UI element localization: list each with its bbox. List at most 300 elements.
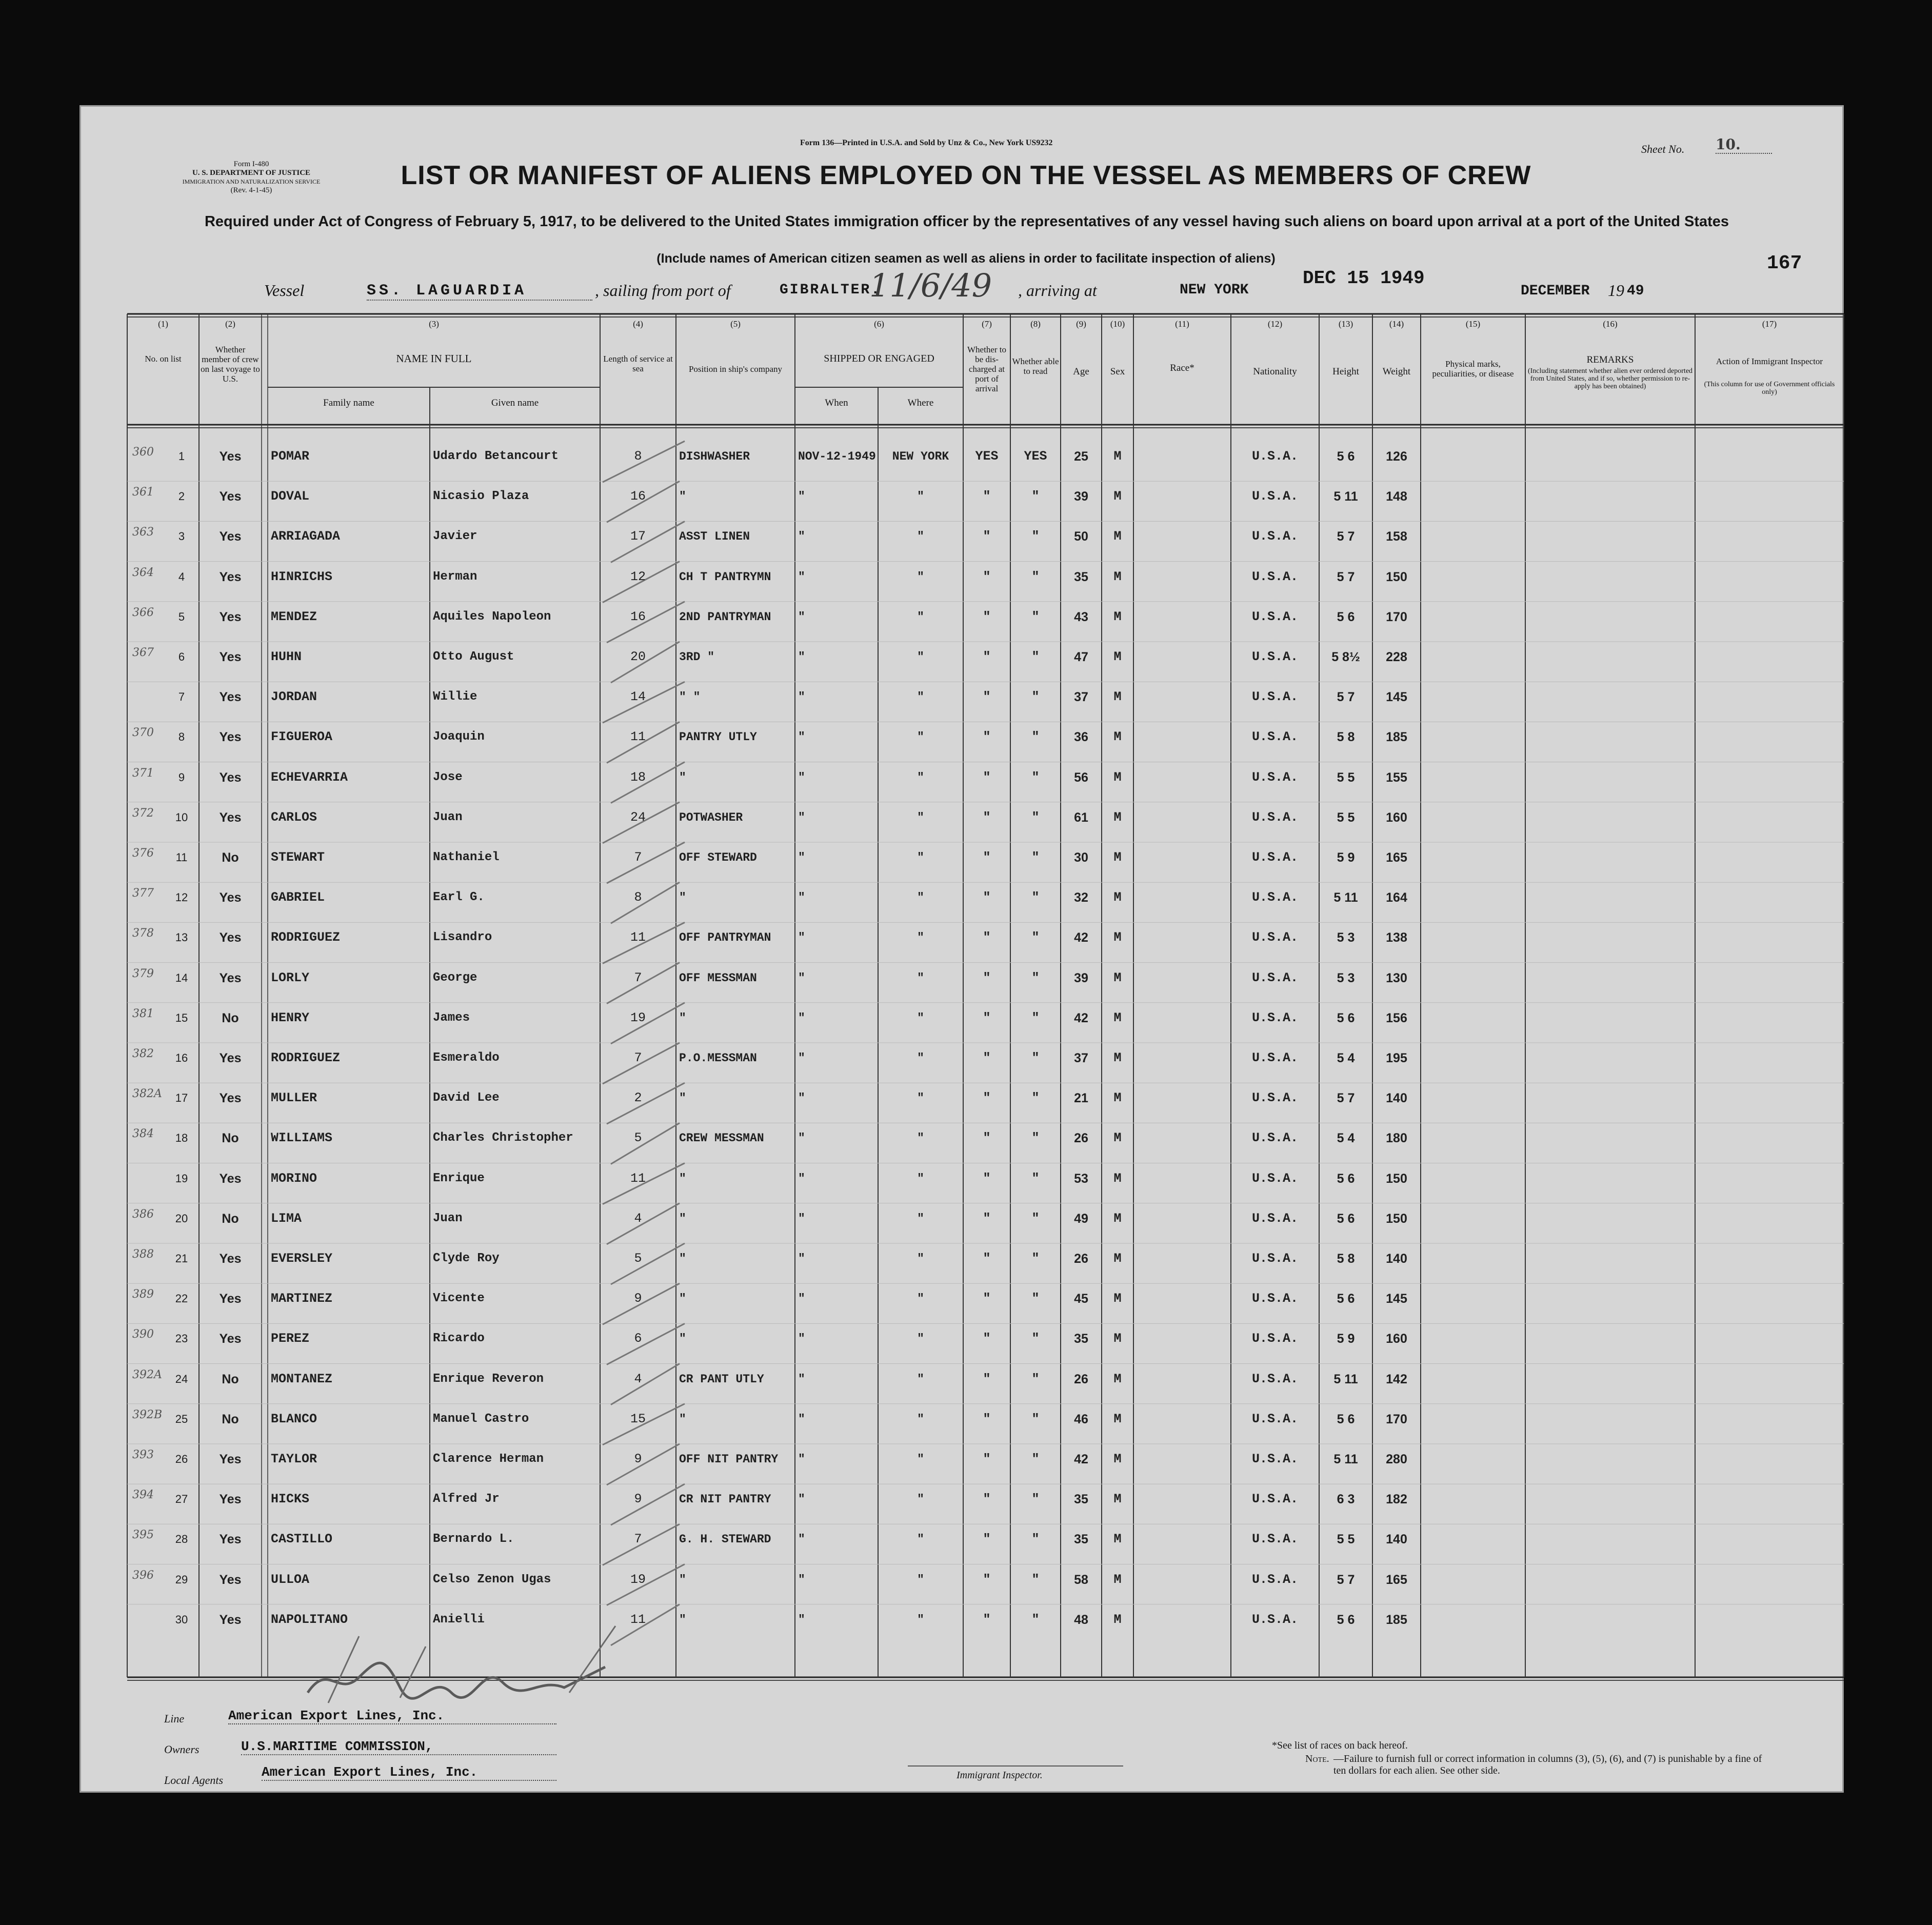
- column-number: (3): [429, 319, 439, 329]
- service-length-cell: 17: [630, 529, 646, 544]
- able-to-read-cell: ": [1031, 809, 1040, 825]
- weight-cell: 150: [1386, 1211, 1407, 1226]
- shipped-when-cell: ": [798, 1252, 805, 1265]
- service-length-cell: 7: [634, 1532, 642, 1547]
- row-number: 5: [178, 610, 185, 623]
- nationality-cell: U.S.A.: [1251, 1210, 1298, 1226]
- weight-cell: 164: [1386, 890, 1407, 905]
- given-name-cell: Alfred Jr: [433, 1492, 500, 1506]
- family-name-cell: MONTANEZ: [271, 1371, 333, 1386]
- shipped-where-cell: ": [917, 1613, 924, 1626]
- service-length-cell: 12: [630, 569, 646, 584]
- shipped-when-cell: NOV-12-1949: [798, 450, 876, 463]
- column-number: (16): [1603, 319, 1618, 329]
- shipped-where-cell: ": [917, 490, 924, 504]
- given-name-cell: Clyde Roy: [433, 1252, 500, 1265]
- previous-voyage-cell: Yes: [219, 770, 242, 785]
- sex-cell: M: [1113, 729, 1122, 745]
- subtitle: Required under Act of Congress of February 5, 1917, to be delivered to the United States immigration officer by the representatives of any vessel having such aliens on board upon arrival at a port of the United States: [204, 213, 1729, 230]
- position-cell: ": [679, 770, 686, 784]
- given-name-cell: Juan: [433, 1211, 463, 1225]
- service-length-cell: 5: [634, 1251, 642, 1266]
- shipped-where-cell: ": [917, 650, 924, 664]
- family-name-cell: MENDEZ: [271, 609, 317, 624]
- weight-cell: 142: [1386, 1372, 1407, 1386]
- age-cell: 26: [1074, 1131, 1088, 1146]
- sex-cell: M: [1113, 609, 1122, 624]
- column-number: (6): [874, 319, 884, 329]
- given-name-cell: Jose: [433, 770, 463, 784]
- row-number: 24: [175, 1372, 188, 1385]
- weight-cell: 170: [1386, 1412, 1407, 1426]
- sex-cell: M: [1113, 1532, 1122, 1547]
- shipped-when-cell: ": [798, 610, 805, 624]
- previous-voyage-cell: Yes: [219, 1252, 242, 1266]
- sheet-label: Sheet No.: [1641, 143, 1685, 155]
- nationality-cell: U.S.A.: [1251, 689, 1298, 705]
- owners-value: U.S.MARITIME COMMISSION,: [241, 1739, 556, 1755]
- row-number: 12: [175, 891, 188, 904]
- position-cell: ": [679, 1332, 686, 1346]
- service-length-cell: 4: [634, 1210, 642, 1226]
- family-name-cell: NAPOLITANO: [271, 1612, 348, 1627]
- discharged-cell: ": [983, 1130, 991, 1146]
- row-number: 3: [178, 530, 185, 543]
- age-cell: 35: [1074, 1532, 1088, 1547]
- col-remarks-detail: (Including statement whether alien ever ordered deported from United States, and if so, whether permission to re-apply has been obtained): [1527, 367, 1693, 390]
- handwritten-list-number: 361: [132, 486, 154, 499]
- discharged-cell: ": [983, 890, 991, 905]
- shipped-when-cell: ": [798, 1332, 805, 1346]
- service-length-cell: 9: [634, 1492, 642, 1507]
- service-length-cell: 5: [634, 1130, 642, 1146]
- col-shipped-engaged: SHIPPED OR ENGAGED: [824, 354, 934, 364]
- sex-cell: M: [1113, 489, 1122, 504]
- previous-voyage-cell: Yes: [219, 650, 242, 664]
- row-number: 23: [175, 1332, 188, 1345]
- family-name-cell: STEWART: [271, 850, 325, 865]
- row-number: 27: [175, 1493, 188, 1506]
- position-cell: ": [679, 1212, 686, 1225]
- able-to-read-cell: ": [1031, 1010, 1040, 1025]
- sex-cell: M: [1113, 769, 1122, 785]
- given-name-cell: Aquiles Napoleon: [433, 609, 551, 624]
- weight-cell: 228: [1386, 650, 1407, 664]
- height-cell: 5 11: [1333, 1452, 1358, 1466]
- shipped-where-cell: ": [917, 690, 924, 704]
- col-discharged: Whether to be dis-charged at port of arrival: [967, 345, 1006, 393]
- vessel-name: SS. LAGUARDIA: [367, 282, 592, 301]
- sex-cell: M: [1113, 1572, 1122, 1587]
- column-number: (8): [1030, 319, 1041, 329]
- age-cell: 35: [1074, 569, 1088, 584]
- given-name-cell: Herman: [433, 569, 477, 584]
- age-cell: 56: [1074, 770, 1088, 785]
- weight-cell: 150: [1386, 1171, 1407, 1186]
- given-name-cell: Manuel Castro: [433, 1412, 529, 1426]
- shipped-where-cell: ": [917, 610, 924, 624]
- nationality-cell: U.S.A.: [1251, 1050, 1298, 1065]
- handwritten-list-number: 378: [132, 927, 154, 940]
- signature-scrawl: [297, 1616, 626, 1713]
- row-number: 6: [178, 650, 185, 663]
- age-cell: 32: [1074, 890, 1088, 905]
- discharged-cell: ": [983, 809, 991, 825]
- weight-cell: 185: [1386, 1612, 1407, 1627]
- service-length-cell: 20: [630, 649, 646, 664]
- sex-cell: M: [1113, 689, 1122, 705]
- nationality-cell: U.S.A.: [1251, 809, 1298, 825]
- shipped-where-cell: ": [917, 1011, 924, 1025]
- service-length-cell: 7: [634, 1050, 642, 1065]
- height-cell: 5 11: [1333, 489, 1358, 504]
- handwritten-list-number: 395: [132, 1529, 154, 1542]
- line-label: Line: [164, 1712, 185, 1725]
- shipped-where-cell: ": [917, 1573, 924, 1586]
- able-to-read-cell: ": [1031, 1532, 1040, 1547]
- col-length-of-service: Length of service at sea: [603, 354, 673, 373]
- weight-cell: 145: [1386, 1292, 1407, 1306]
- agents-label: Local Agents: [164, 1774, 224, 1787]
- nationality-cell: U.S.A.: [1251, 1170, 1298, 1186]
- able-to-read-cell: ": [1031, 1572, 1040, 1587]
- weight-cell: 170: [1386, 609, 1407, 624]
- position-cell: ": [679, 1613, 686, 1626]
- agents-value: American Export Lines, Inc.: [262, 1764, 556, 1781]
- position-cell: ": [679, 1252, 686, 1265]
- height-cell: 5 6: [1337, 1010, 1355, 1025]
- row-number: 17: [175, 1092, 188, 1105]
- shipped-where-cell: ": [917, 1252, 924, 1265]
- nationality-cell: U.S.A.: [1251, 489, 1298, 504]
- position-cell: ": [679, 1292, 686, 1306]
- position-cell: POTWASHER: [679, 810, 743, 824]
- position-cell: ": [679, 1573, 686, 1586]
- family-name-cell: BLANCO: [271, 1411, 317, 1426]
- age-cell: 43: [1074, 609, 1088, 624]
- row-number: 28: [175, 1533, 188, 1546]
- family-name-cell: JORDAN: [271, 689, 317, 705]
- sailing-date-handwritten: 11/6/49: [869, 267, 992, 304]
- position-cell: " ": [679, 690, 701, 704]
- previous-voyage-cell: No: [222, 850, 239, 865]
- given-name-cell: Joaquin: [433, 730, 485, 744]
- revision: (Rev. 4-1-45): [230, 186, 272, 194]
- col-height: Height: [1332, 367, 1359, 377]
- able-to-read-cell: ": [1031, 1130, 1040, 1146]
- able-to-read-cell: ": [1031, 649, 1040, 664]
- shipped-where-cell: ": [917, 1292, 924, 1306]
- shipped-when-cell: ": [798, 1493, 805, 1506]
- family-name-cell: FIGUEROA: [271, 729, 333, 745]
- service-length-cell: 8: [634, 890, 642, 905]
- shipped-where-cell: ": [917, 810, 924, 824]
- page-stamp: 167: [1767, 252, 1802, 274]
- weight-cell: 126: [1386, 449, 1407, 464]
- nationality-cell: U.S.A.: [1251, 1090, 1298, 1106]
- age-cell: 53: [1074, 1171, 1088, 1186]
- height-cell: 5 6: [1337, 1612, 1355, 1627]
- nationality-cell: U.S.A.: [1251, 529, 1298, 544]
- able-to-read-cell: ": [1031, 1452, 1040, 1466]
- column-number: (17): [1762, 319, 1777, 329]
- sex-cell: M: [1113, 970, 1122, 985]
- given-name-cell: Udardo Betancourt: [433, 449, 559, 463]
- age-cell: 35: [1074, 1492, 1088, 1507]
- previous-voyage-cell: Yes: [219, 1452, 242, 1466]
- handwritten-list-number: 382: [132, 1047, 154, 1060]
- height-cell: 5 3: [1337, 970, 1355, 985]
- nationality-cell: U.S.A.: [1251, 729, 1298, 745]
- note-label: Note.: [1305, 1753, 1329, 1764]
- position-cell: ": [679, 1011, 686, 1025]
- col-inspector-action: Action of Immigrant Inspector: [1716, 356, 1823, 366]
- family-name-cell: LORLY: [271, 970, 310, 985]
- shipped-where-cell: ": [917, 851, 924, 864]
- family-name-cell: ECHEVARRIA: [271, 769, 348, 785]
- height-cell: 5 4: [1337, 1131, 1355, 1146]
- previous-voyage-cell: Yes: [219, 1332, 242, 1346]
- row-number: 15: [175, 1011, 188, 1024]
- sex-cell: M: [1113, 1371, 1122, 1386]
- previous-voyage-cell: No: [222, 1131, 239, 1146]
- year-prefix: 19: [1608, 281, 1624, 300]
- discharged-cell: ": [983, 1492, 991, 1507]
- position-cell: ": [679, 1172, 686, 1185]
- family-name-cell: ULLOA: [271, 1572, 310, 1587]
- inspector-signature-line: [908, 1765, 1123, 1767]
- nationality-cell: U.S.A.: [1251, 1130, 1298, 1146]
- column-number: (15): [1465, 319, 1481, 329]
- date-stamp: DEC 15 1949: [1303, 268, 1425, 289]
- row-number: 13: [175, 931, 188, 944]
- given-name-cell: Vicente: [433, 1292, 485, 1306]
- row-number: 2: [178, 490, 185, 503]
- family-name-cell: EVERSLEY: [271, 1251, 333, 1266]
- discharged-cell: ": [983, 1291, 991, 1306]
- height-cell: 5 6: [1337, 449, 1355, 464]
- family-name-cell: HICKS: [271, 1492, 310, 1507]
- age-cell: 42: [1074, 1452, 1088, 1466]
- handwritten-list-number: 376: [132, 847, 154, 860]
- age-cell: 47: [1074, 650, 1088, 664]
- discharged-cell: ": [983, 1572, 991, 1587]
- sex-cell: M: [1113, 1210, 1122, 1226]
- position-cell: DISHWASHER: [679, 450, 750, 463]
- sex-cell: M: [1113, 449, 1122, 464]
- row-number: 14: [175, 971, 188, 984]
- col-physical-marks: Physical marks, peculiarities, or disease: [1432, 359, 1514, 379]
- department: U. S. DEPARTMENT OF JUSTICE: [192, 169, 311, 177]
- column-number: (13): [1338, 319, 1353, 329]
- handwritten-list-number: 388: [132, 1248, 154, 1261]
- previous-voyage-cell: Yes: [219, 1612, 242, 1627]
- discharged-cell: ": [983, 1411, 991, 1426]
- weight-cell: 156: [1386, 1010, 1407, 1025]
- column-number: (1): [158, 319, 168, 329]
- able-to-read-cell: ": [1031, 1371, 1040, 1386]
- previous-voyage-cell: Yes: [219, 449, 242, 464]
- family-name-cell: HUHN: [271, 649, 302, 664]
- handwritten-list-number: 377: [132, 887, 154, 900]
- arrival-port: NEW YORK: [1180, 282, 1249, 298]
- sex-cell: M: [1113, 809, 1122, 825]
- year-suffix: 49: [1627, 283, 1644, 299]
- handwritten-list-number: 364: [132, 566, 154, 579]
- family-name-cell: MARTINEZ: [271, 1291, 333, 1306]
- given-name-cell: Charles Christopher: [433, 1131, 573, 1145]
- sailing-label: , sailing from port of: [595, 281, 731, 300]
- service-length-cell: 19: [630, 1010, 646, 1025]
- col-position: Position in ship's company: [688, 364, 783, 374]
- handwritten-list-number: 370: [132, 726, 154, 740]
- nationality-cell: U.S.A.: [1251, 1251, 1298, 1266]
- weight-cell: 160: [1386, 810, 1407, 825]
- family-name-cell: POMAR: [271, 449, 310, 464]
- sex-cell: M: [1113, 1411, 1122, 1426]
- col-given-name: Given name: [491, 398, 539, 408]
- row-number: 7: [178, 690, 185, 704]
- height-cell: 5 7: [1337, 569, 1355, 584]
- family-name-cell: MULLER: [271, 1090, 317, 1106]
- able-to-read-cell: YES: [1024, 449, 1047, 464]
- shipped-where-cell: ": [917, 570, 924, 584]
- given-name-cell: George: [433, 970, 477, 985]
- column-number: (5): [730, 319, 741, 329]
- age-cell: 58: [1074, 1572, 1088, 1587]
- shipped-where-cell: ": [917, 1132, 924, 1145]
- row-number: 29: [175, 1573, 188, 1586]
- discharged-cell: ": [983, 1050, 991, 1065]
- col-age: Age: [1073, 367, 1089, 377]
- nationality-cell: U.S.A.: [1251, 569, 1298, 584]
- age-cell: 45: [1074, 1292, 1088, 1306]
- weight-cell: 155: [1386, 770, 1407, 785]
- weight-cell: 140: [1386, 1252, 1407, 1266]
- shipped-when-cell: ": [798, 570, 805, 584]
- discharged-cell: ": [983, 609, 991, 624]
- family-name-cell: DOVAL: [271, 489, 310, 504]
- shipped-when-cell: ": [798, 931, 805, 945]
- shipped-when-cell: ": [798, 810, 805, 824]
- position-cell: P.O.MESSMAN: [679, 1051, 757, 1065]
- shipped-where-cell: ": [917, 971, 924, 985]
- family-name-cell: LIMA: [271, 1210, 302, 1226]
- handwritten-list-number: 363: [132, 526, 154, 539]
- family-name-cell: ARRIAGADA: [271, 529, 341, 544]
- weight-cell: 160: [1386, 1332, 1407, 1346]
- discharged-cell: ": [983, 850, 991, 865]
- handwritten-list-number: 384: [132, 1127, 154, 1141]
- age-cell: 42: [1074, 1010, 1088, 1025]
- handwritten-list-number: 396: [132, 1569, 154, 1582]
- able-to-read-cell: ": [1031, 489, 1040, 504]
- position-cell: ": [679, 891, 686, 905]
- age-cell: 35: [1074, 1332, 1088, 1346]
- col-weight: Weight: [1382, 367, 1411, 377]
- sex-cell: M: [1113, 1331, 1122, 1346]
- handwritten-list-number: 371: [132, 766, 154, 780]
- nationality-cell: U.S.A.: [1251, 1572, 1298, 1587]
- position-cell: CR NIT PANTRY: [679, 1493, 771, 1506]
- height-cell: 5 8½: [1331, 650, 1360, 664]
- line-value: American Export Lines, Inc.: [228, 1708, 556, 1724]
- given-name-cell: Nicasio Plaza: [433, 489, 529, 504]
- height-cell: 5 7: [1337, 690, 1355, 705]
- shipped-when-cell: ": [798, 1172, 805, 1185]
- position-cell: CR PANT UTLY: [679, 1372, 764, 1386]
- able-to-read-cell: ": [1031, 1291, 1040, 1306]
- service-length-cell: 2: [634, 1090, 642, 1106]
- given-name-cell: Lisandro: [433, 930, 492, 945]
- owners-label: Owners: [164, 1743, 200, 1756]
- height-cell: 5 7: [1337, 1091, 1355, 1106]
- shipped-where-cell: ": [917, 1453, 924, 1466]
- weight-cell: 280: [1386, 1452, 1407, 1466]
- age-cell: 39: [1074, 489, 1088, 504]
- age-cell: 50: [1074, 529, 1088, 544]
- family-name-cell: CASTILLO: [271, 1532, 333, 1547]
- nationality-cell: U.S.A.: [1251, 649, 1298, 664]
- shipped-when-cell: ": [798, 730, 805, 744]
- sex-cell: M: [1113, 1170, 1122, 1186]
- handwritten-list-number: 394: [132, 1489, 154, 1502]
- family-name-cell: HENRY: [271, 1010, 310, 1025]
- able-to-read-cell: ": [1031, 970, 1040, 985]
- previous-voyage-cell: Yes: [219, 529, 242, 544]
- sex-cell: M: [1113, 1251, 1122, 1266]
- able-to-read-cell: ": [1031, 1251, 1040, 1266]
- nationality-cell: U.S.A.: [1251, 609, 1298, 624]
- nationality-cell: U.S.A.: [1251, 449, 1298, 464]
- age-cell: 42: [1074, 930, 1088, 945]
- shipped-when-cell: ": [798, 1412, 805, 1426]
- given-name-cell: Clarence Herman: [433, 1452, 544, 1466]
- discharged-cell: ": [983, 489, 991, 504]
- col-remarks: REMARKS: [1586, 355, 1634, 365]
- position-cell: OFF MESSMAN: [679, 971, 757, 985]
- able-to-read-cell: ": [1031, 930, 1040, 945]
- service-length-cell: 9: [634, 1291, 642, 1306]
- shipped-when-cell: ": [798, 1292, 805, 1306]
- shipped-where-cell: ": [917, 1212, 924, 1225]
- age-cell: 30: [1074, 850, 1088, 865]
- column-number: (10): [1110, 319, 1125, 329]
- discharged-cell: ": [983, 569, 991, 584]
- sex-cell: M: [1113, 1090, 1122, 1106]
- include-note: (Include names of American citizen seamen as well as aliens in order to facilitate inspection of aliens): [656, 251, 1276, 266]
- service-length-cell: 7: [634, 850, 642, 865]
- column-number: (11): [1175, 319, 1189, 329]
- discharged-cell: ": [983, 1210, 991, 1226]
- service-length-cell: 6: [634, 1331, 642, 1346]
- weight-cell: 195: [1386, 1051, 1407, 1065]
- shipped-where-cell: ": [917, 730, 924, 744]
- shipped-where-cell: ": [917, 1493, 924, 1506]
- able-to-read-cell: ": [1031, 1210, 1040, 1226]
- nationality-cell: U.S.A.: [1251, 1331, 1298, 1346]
- discharged-cell: ": [983, 649, 991, 664]
- nationality-cell: U.S.A.: [1251, 850, 1298, 865]
- height-cell: 5 5: [1337, 770, 1355, 785]
- family-name-cell: WILLIAMS: [271, 1130, 333, 1146]
- age-cell: 36: [1074, 730, 1088, 745]
- port-of-sailing: GIBRALTER.: [780, 282, 882, 298]
- col-name-in-full: NAME IN FULL: [396, 354, 472, 365]
- shipped-when-cell: ": [798, 1573, 805, 1586]
- service-length-cell: 8: [634, 449, 642, 464]
- vessel-label: Vessel: [264, 281, 305, 300]
